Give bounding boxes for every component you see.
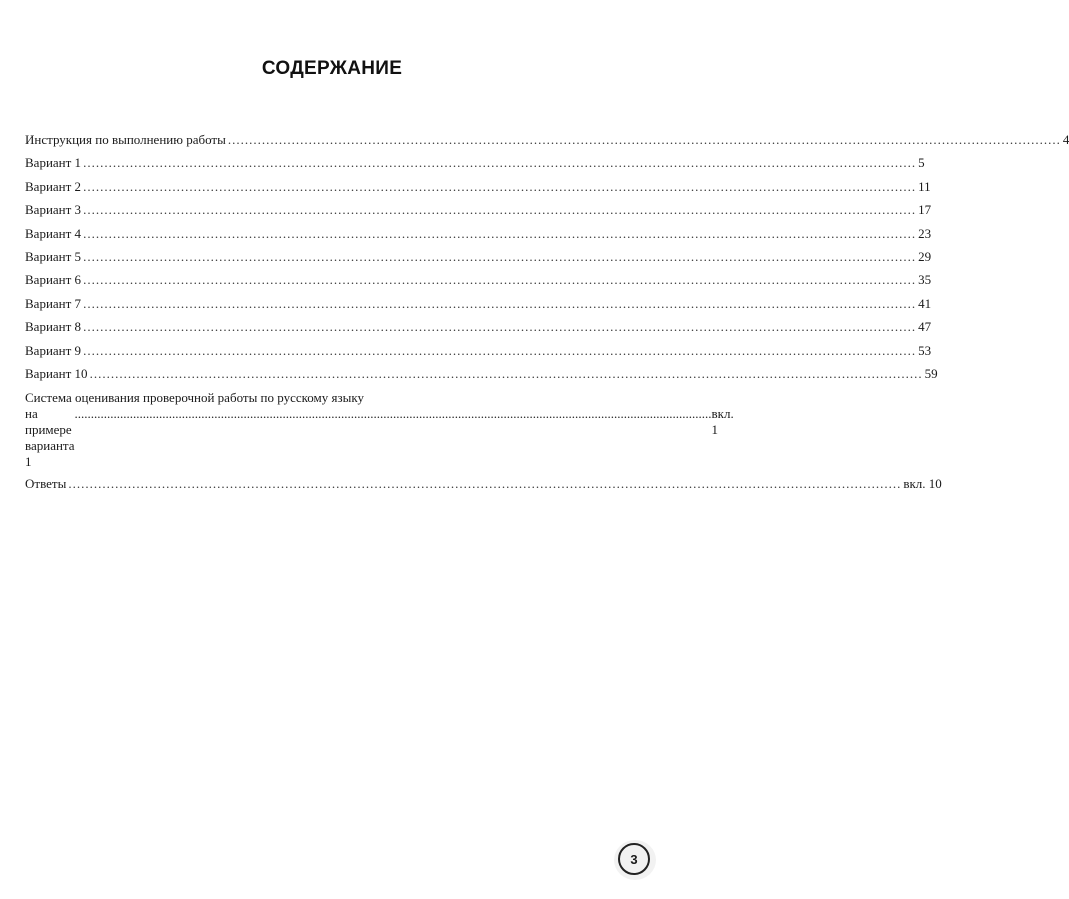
toc-leader-dots: .................................................................................................................................................................................................... [227,132,1061,147]
toc-entry-label-line2: на примере варианта 1 [25,406,75,470]
toc-entry-page: 41 [918,295,932,311]
toc-entry-label-line1: Система оценивания проверочной работы по русскому языку [25,390,365,406]
toc-entry-label: Вариант 8 [25,319,82,335]
toc-entry-label: Вариант 1 [25,155,82,171]
toc-leader-dots: .................................................................................................................................................................................................... [83,225,917,241]
toc-entry-label: Вариант 9 [25,342,82,358]
toc-entry-page: вкл. 1 [711,406,734,438]
toc-entry-label: Вариант 4 [25,225,82,241]
toc-entry-variant-10 [25,365,938,389]
toc-entry-variant-3 [25,202,932,225]
page-title: СОДЕРЖАНИЕ [261,58,403,79]
toc-entry-label: Инструкция по выполнению работы [25,132,226,147]
toc-entry-variant-2 [25,178,931,202]
page-number-badge [618,843,650,875]
toc-entry-page: 59 [924,365,938,381]
toc-leader-dots: .................................................................................................................................................................................................... [83,295,917,311]
toc-entry-label: Ответы [25,476,67,492]
toc-entry-variant-4 [25,225,932,249]
toc-leader-dots: .................................................................................................................................................................................................... [83,272,917,288]
toc-entry-variant-7 [25,295,932,319]
toc-leader-dots: .................................................................................................................................................................................................... [83,202,917,218]
toc-leader-dots: .................................................................................................................................................................................................... [83,342,917,358]
toc-entry-answers [25,476,942,499]
toc-leader-dots: .................................................................................................................................................................................................... [89,365,923,381]
toc-leader-dots: .................................................................................................................................................................................................... [74,406,712,422]
toc-leader-dots: .................................................................................................................................................................................................... [83,155,917,171]
toc-entry-page: 11 [918,178,931,194]
toc-entry-variant-1 [25,155,925,178]
toc-entry-page: вкл. 10 [903,476,942,492]
toc-entry-variant-9 [25,342,932,366]
toc-entry-label: Вариант 3 [25,202,82,218]
toc-entry-label: Вариант 2 [25,178,82,194]
toc-leader-dots: .................................................................................................................................................................................................... [83,319,917,335]
page-number: 3 [630,851,638,867]
toc-entry-page: 35 [918,272,932,288]
toc-entry-variant-5 [25,248,932,272]
toc-entry-page: 29 [918,248,932,264]
toc-entry-page: 5 [918,155,925,171]
toc-entry-label: Вариант 5 [25,248,82,264]
toc-entry-instructions [25,132,1069,155]
toc-entry-label: Вариант 6 [25,272,82,288]
toc-entry-page: 47 [918,319,932,335]
table-of-contents [25,132,1069,500]
toc-entry-page: 4 [1062,132,1069,147]
toc-entry-variant-8 [25,319,932,342]
toc-entry-label: Вариант 10 [25,365,88,381]
toc-leader-dots: .................................................................................................................................................................................................... [83,248,917,264]
toc-entry-page: 53 [918,342,932,358]
toc-entry-label: Вариант 7 [25,295,82,311]
toc-entry-grading-system [25,390,734,470]
toc-entry-page: 17 [918,202,932,218]
toc-entry-page: 23 [918,225,932,241]
toc-leader-dots: .................................................................................................................................................................................................... [83,178,917,194]
toc-leader-dots: .................................................................................................................................................................................................... [68,476,902,492]
toc-entry-variant-6 [25,272,932,295]
